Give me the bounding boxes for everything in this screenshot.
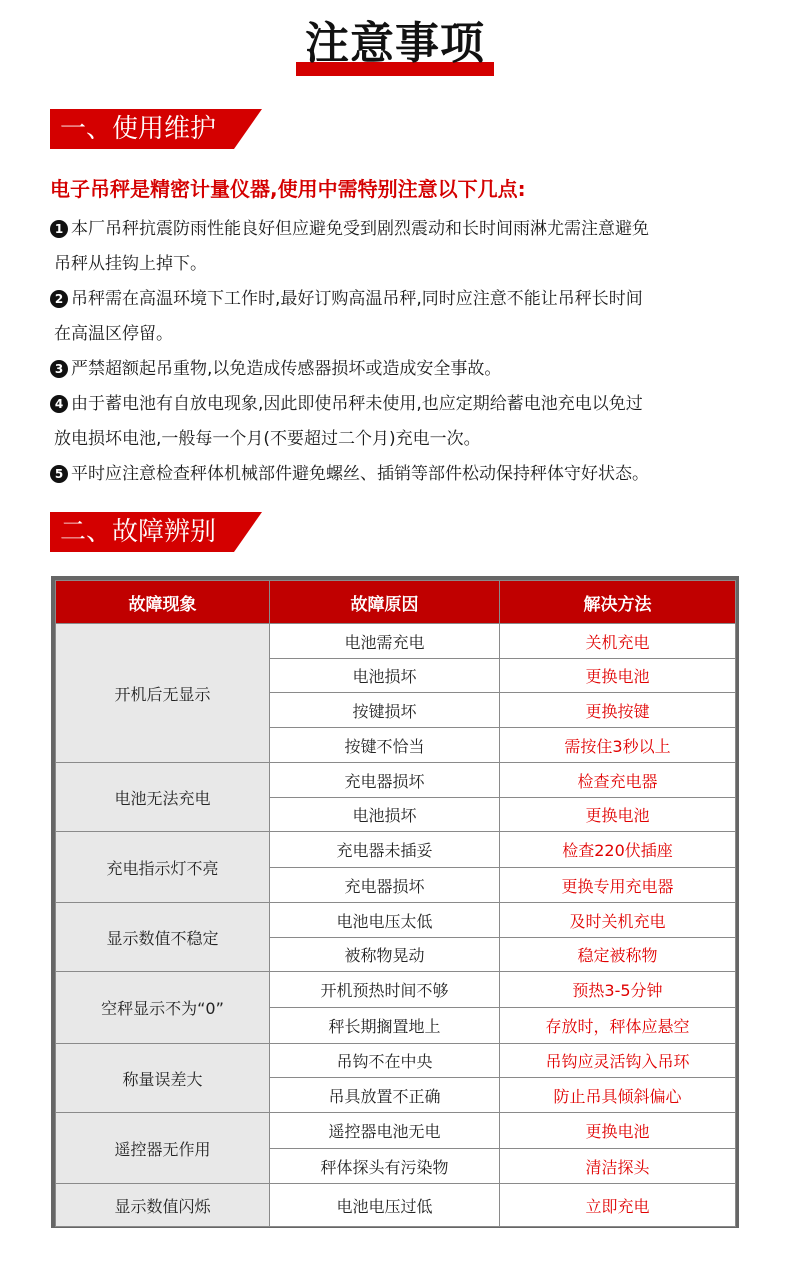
- solution-cell: 更换电池: [500, 659, 736, 693]
- note-text-continued: 吊秤从挂钩上掉下。: [54, 254, 207, 274]
- intro-heading: 电子吊秤是精密计量仪器,使用中需特别注意以下几点:: [50, 177, 526, 201]
- table-row: [56, 763, 736, 798]
- fault-table-frame: [51, 576, 739, 1228]
- cause-cell: 充电器未插妥: [270, 832, 500, 868]
- section-title: 二、故障辨别: [60, 517, 217, 547]
- solution-cell: 及时关机充电: [500, 903, 736, 938]
- cause-cell: 电池损坏: [270, 798, 500, 832]
- list-item: [50, 282, 750, 352]
- solution-cell: 关机充电: [500, 624, 736, 659]
- column-header-cause: 故障原因: [270, 581, 500, 624]
- cause-cell: 吊具放置不正确: [270, 1078, 500, 1113]
- solution-cell: 存放时，秤体应悬空: [500, 1008, 736, 1044]
- cause-cell: 吊钩不在中央: [270, 1044, 500, 1078]
- note-text-continued: 放电损坏电池,一般每一个月(不要超过二个月)充电一次。: [54, 429, 481, 449]
- table-row: [56, 903, 736, 938]
- note-text: 由于蓄电池有自放电现象,因此即使吊秤未使用,也应定期给蓄电池充电以免过: [71, 394, 643, 414]
- number-badge-icon: 4: [50, 395, 68, 413]
- number-badge-icon: 1: [50, 220, 68, 238]
- cause-cell: 遥控器电池无电: [270, 1113, 500, 1149]
- page-title-block: [0, 14, 790, 78]
- solution-cell: 清洁探头: [500, 1149, 736, 1184]
- table-row: [56, 972, 736, 1008]
- solution-cell: 稳定被称物: [500, 938, 736, 972]
- solution-cell: 检查充电器: [500, 763, 736, 798]
- table-header-row: [56, 581, 736, 624]
- symptom-cell: 称量误差大: [56, 1044, 270, 1113]
- cause-cell: 充电器损坏: [270, 763, 500, 798]
- symptom-cell: 充电指示灯不亮: [56, 832, 270, 903]
- list-item: [50, 457, 750, 492]
- solution-cell: 更换电池: [500, 798, 736, 832]
- table-row: [56, 832, 736, 868]
- solution-cell: 立即充电: [500, 1184, 736, 1227]
- symptom-cell: 遥控器无作用: [56, 1113, 270, 1184]
- solution-cell: 需按住3秒以上: [500, 728, 736, 763]
- cause-cell: 秤体探头有污染物: [270, 1149, 500, 1184]
- note-text-continued: 在高温区停留。: [54, 324, 173, 344]
- solution-cell: 检查220伏插座: [500, 832, 736, 868]
- symptom-cell: 开机后无显示: [56, 624, 270, 763]
- list-item: [50, 387, 750, 457]
- symptom-cell: 空秤显示不为“0”: [56, 972, 270, 1044]
- notes-list: [50, 212, 750, 492]
- solution-cell: 吊钩应灵活钩入吊环: [500, 1044, 736, 1078]
- cause-cell: 按键损坏: [270, 693, 500, 728]
- table-row: [56, 1113, 736, 1149]
- symptom-cell: 显示数值不稳定: [56, 903, 270, 972]
- column-header-symptom: 故障现象: [56, 581, 270, 624]
- list-item: [50, 352, 750, 387]
- section-header-usage: [50, 109, 262, 149]
- list-item: [50, 212, 750, 282]
- note-text: 严禁超额起吊重物,以免造成传感器损坏或造成安全事故。: [71, 359, 502, 379]
- solution-cell: 更换按键: [500, 693, 736, 728]
- solution-cell: 更换专用充电器: [500, 868, 736, 903]
- solution-cell: 预热3-5分钟: [500, 972, 736, 1008]
- solution-cell: 防止吊具倾斜偏心: [500, 1078, 736, 1113]
- symptom-cell: 显示数值闪烁: [56, 1184, 270, 1227]
- cause-cell: 充电器损坏: [270, 868, 500, 903]
- number-badge-icon: 5: [50, 465, 68, 483]
- cause-cell: 被称物晃动: [270, 938, 500, 972]
- cause-cell: 电池损坏: [270, 659, 500, 693]
- table-row: [56, 1184, 736, 1227]
- note-text: 平时应注意检查秤体机械部件避免螺丝、插销等部件松动保持秤体守好状态。: [71, 464, 649, 484]
- number-badge-icon: 3: [50, 360, 68, 378]
- cause-cell: 电池电压过低: [270, 1184, 500, 1227]
- cause-cell: 按键不恰当: [270, 728, 500, 763]
- cause-cell: 开机预热时间不够: [270, 972, 500, 1008]
- number-badge-icon: 2: [50, 290, 68, 308]
- page-title: 注意事项: [305, 18, 485, 69]
- section-title: 一、使用维护: [60, 114, 217, 144]
- cause-cell: 电池需充电: [270, 624, 500, 659]
- section-header-faults: [50, 512, 262, 552]
- note-text: 本厂吊秤抗震防雨性能良好但应避免受到剧烈震动和长时间雨淋尤需注意避免: [71, 219, 649, 239]
- note-text: 吊秤需在高温环境下工作时,最好订购高温吊秤,同时应注意不能让吊秤长时间: [71, 289, 643, 309]
- cause-cell: 秤长期搁置地上: [270, 1008, 500, 1044]
- solution-cell: 更换电池: [500, 1113, 736, 1149]
- column-header-solution: 解决方法: [500, 581, 736, 624]
- table-row: [56, 1044, 736, 1078]
- table-row: [56, 624, 736, 659]
- cause-cell: 电池电压太低: [270, 903, 500, 938]
- symptom-cell: 电池无法充电: [56, 763, 270, 832]
- fault-table: [55, 580, 736, 1227]
